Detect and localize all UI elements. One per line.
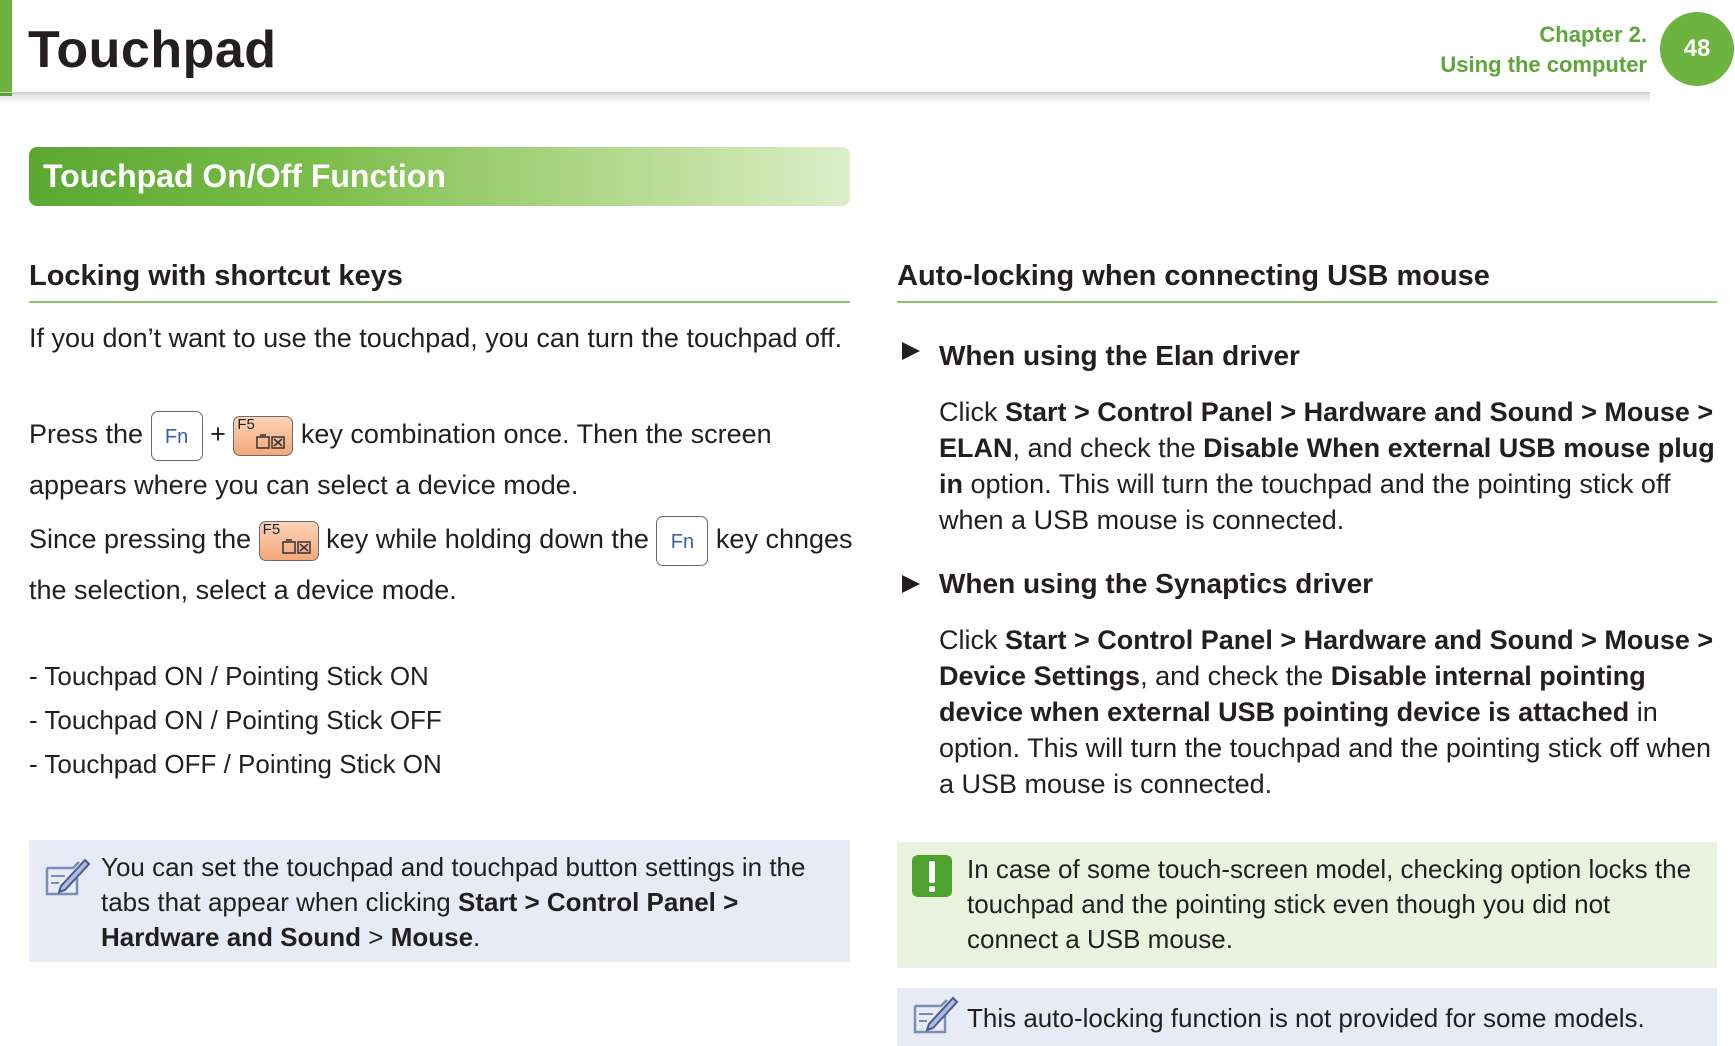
synaptics-tail: in option. This will turn the touchpad and the pointing stick off when a USB mouse is connected.: [939, 697, 1711, 799]
chapter-title: Using the computer: [1440, 52, 1647, 77]
note-text: You can set the touchpad and touchpad button settings in the tabs that appear when clicking: [101, 852, 806, 917]
f5-key-label: F5: [262, 520, 281, 538]
chapter-number: Chapter 2.: [1539, 22, 1647, 47]
since-text-middle: key while holding down the: [326, 524, 649, 554]
synaptics-click: Click: [939, 625, 998, 655]
elan-heading: When using the Elan driver: [939, 340, 1300, 371]
mode-list: [29, 654, 859, 786]
since-text-before: Since pressing the: [29, 524, 252, 554]
synaptics-heading: When using the Synaptics driver: [939, 568, 1374, 599]
plus-sign: +: [210, 419, 226, 449]
left-note-text: [101, 850, 831, 955]
mode-list-item: - Touchpad OFF / Pointing Stick ON: [29, 749, 442, 779]
note-separator: >: [368, 922, 384, 952]
press-text-after: key combination once. Then the screen appears where you can select a device mode.: [29, 419, 772, 500]
elan-mid: , and check the: [1012, 433, 1196, 463]
touchpad-toggle-icon: [256, 434, 286, 450]
mode-list-item: - Touchpad ON / Pointing Stick ON: [29, 661, 429, 691]
page-number-badge: 48: [1660, 12, 1734, 86]
right-note-box: [897, 988, 1717, 1046]
touchpad-toggle-icon: [282, 539, 312, 555]
elan-option: Disable When external USB mouse plug in: [939, 433, 1715, 499]
fn-key-icon: Fn: [656, 516, 708, 566]
warning-box: [897, 842, 1717, 968]
note-end: .: [473, 922, 481, 952]
elan-paragraph: [939, 394, 1719, 538]
since-paragraph: [29, 515, 859, 614]
since-text-after: key chnges the selection, select a device mode.: [29, 524, 853, 605]
left-note-box: [29, 840, 850, 962]
right-heading: Auto-locking when connecting USB mouse: [897, 258, 1717, 303]
synaptics-paragraph: [939, 622, 1719, 802]
header-accent-bar: [0, 0, 12, 96]
header-divider: [0, 92, 1650, 103]
f5-key-icon: [259, 521, 319, 561]
note-pencil-icon: [43, 856, 91, 898]
elan-path: Start > Control Panel > Hardware and Sound > Mouse > ELAN: [939, 397, 1714, 463]
elan-arrow-icon: [900, 340, 922, 367]
intro-paragraph: If you don’t want to use the touchpad, you can turn the touchpad off.: [29, 323, 843, 353]
warning-text: In case of some touch-screen model, checking option locks the touchpad and the pointing stick even though you did not connect a USB mouse.: [967, 854, 1692, 954]
f5-key-label: F5: [237, 415, 255, 433]
page-title: Touchpad: [28, 21, 277, 79]
mode-list-item: - Touchpad ON / Pointing Stick OFF: [29, 705, 442, 735]
note-last: Mouse: [390, 922, 474, 952]
note-path: Start > Control Panel > Hardware and Sound: [101, 887, 739, 952]
left-heading: Locking with shortcut keys: [29, 258, 850, 303]
elan-tail: option. This will turn the touchpad and the pointing stick off when a USB mouse is connected.: [939, 469, 1671, 535]
synaptics-path: Start > Control Panel > Hardware and Sound > Mouse > Device Settings: [939, 625, 1714, 691]
right-note-text: This auto-locking function is not provided for some models.: [967, 1003, 1645, 1033]
elan-click: Click: [939, 397, 998, 427]
press-text-before: Press the: [29, 419, 144, 449]
synaptics-option: Disable internal pointing device when external USB pointing device is attached: [939, 661, 1646, 727]
warning-exclamation-icon: [911, 854, 953, 898]
fn-key-icon: Fn: [151, 411, 203, 461]
f5-key-icon: [233, 416, 293, 456]
synaptics-arrow-icon: [900, 573, 922, 600]
press-paragraph: [29, 410, 859, 509]
synaptics-mid: , and check the: [1140, 661, 1324, 691]
note-pencil-icon: [911, 994, 959, 1036]
section-title-banner: Touchpad On/Off Function: [29, 147, 850, 206]
chapter-label: [1440, 20, 1647, 80]
